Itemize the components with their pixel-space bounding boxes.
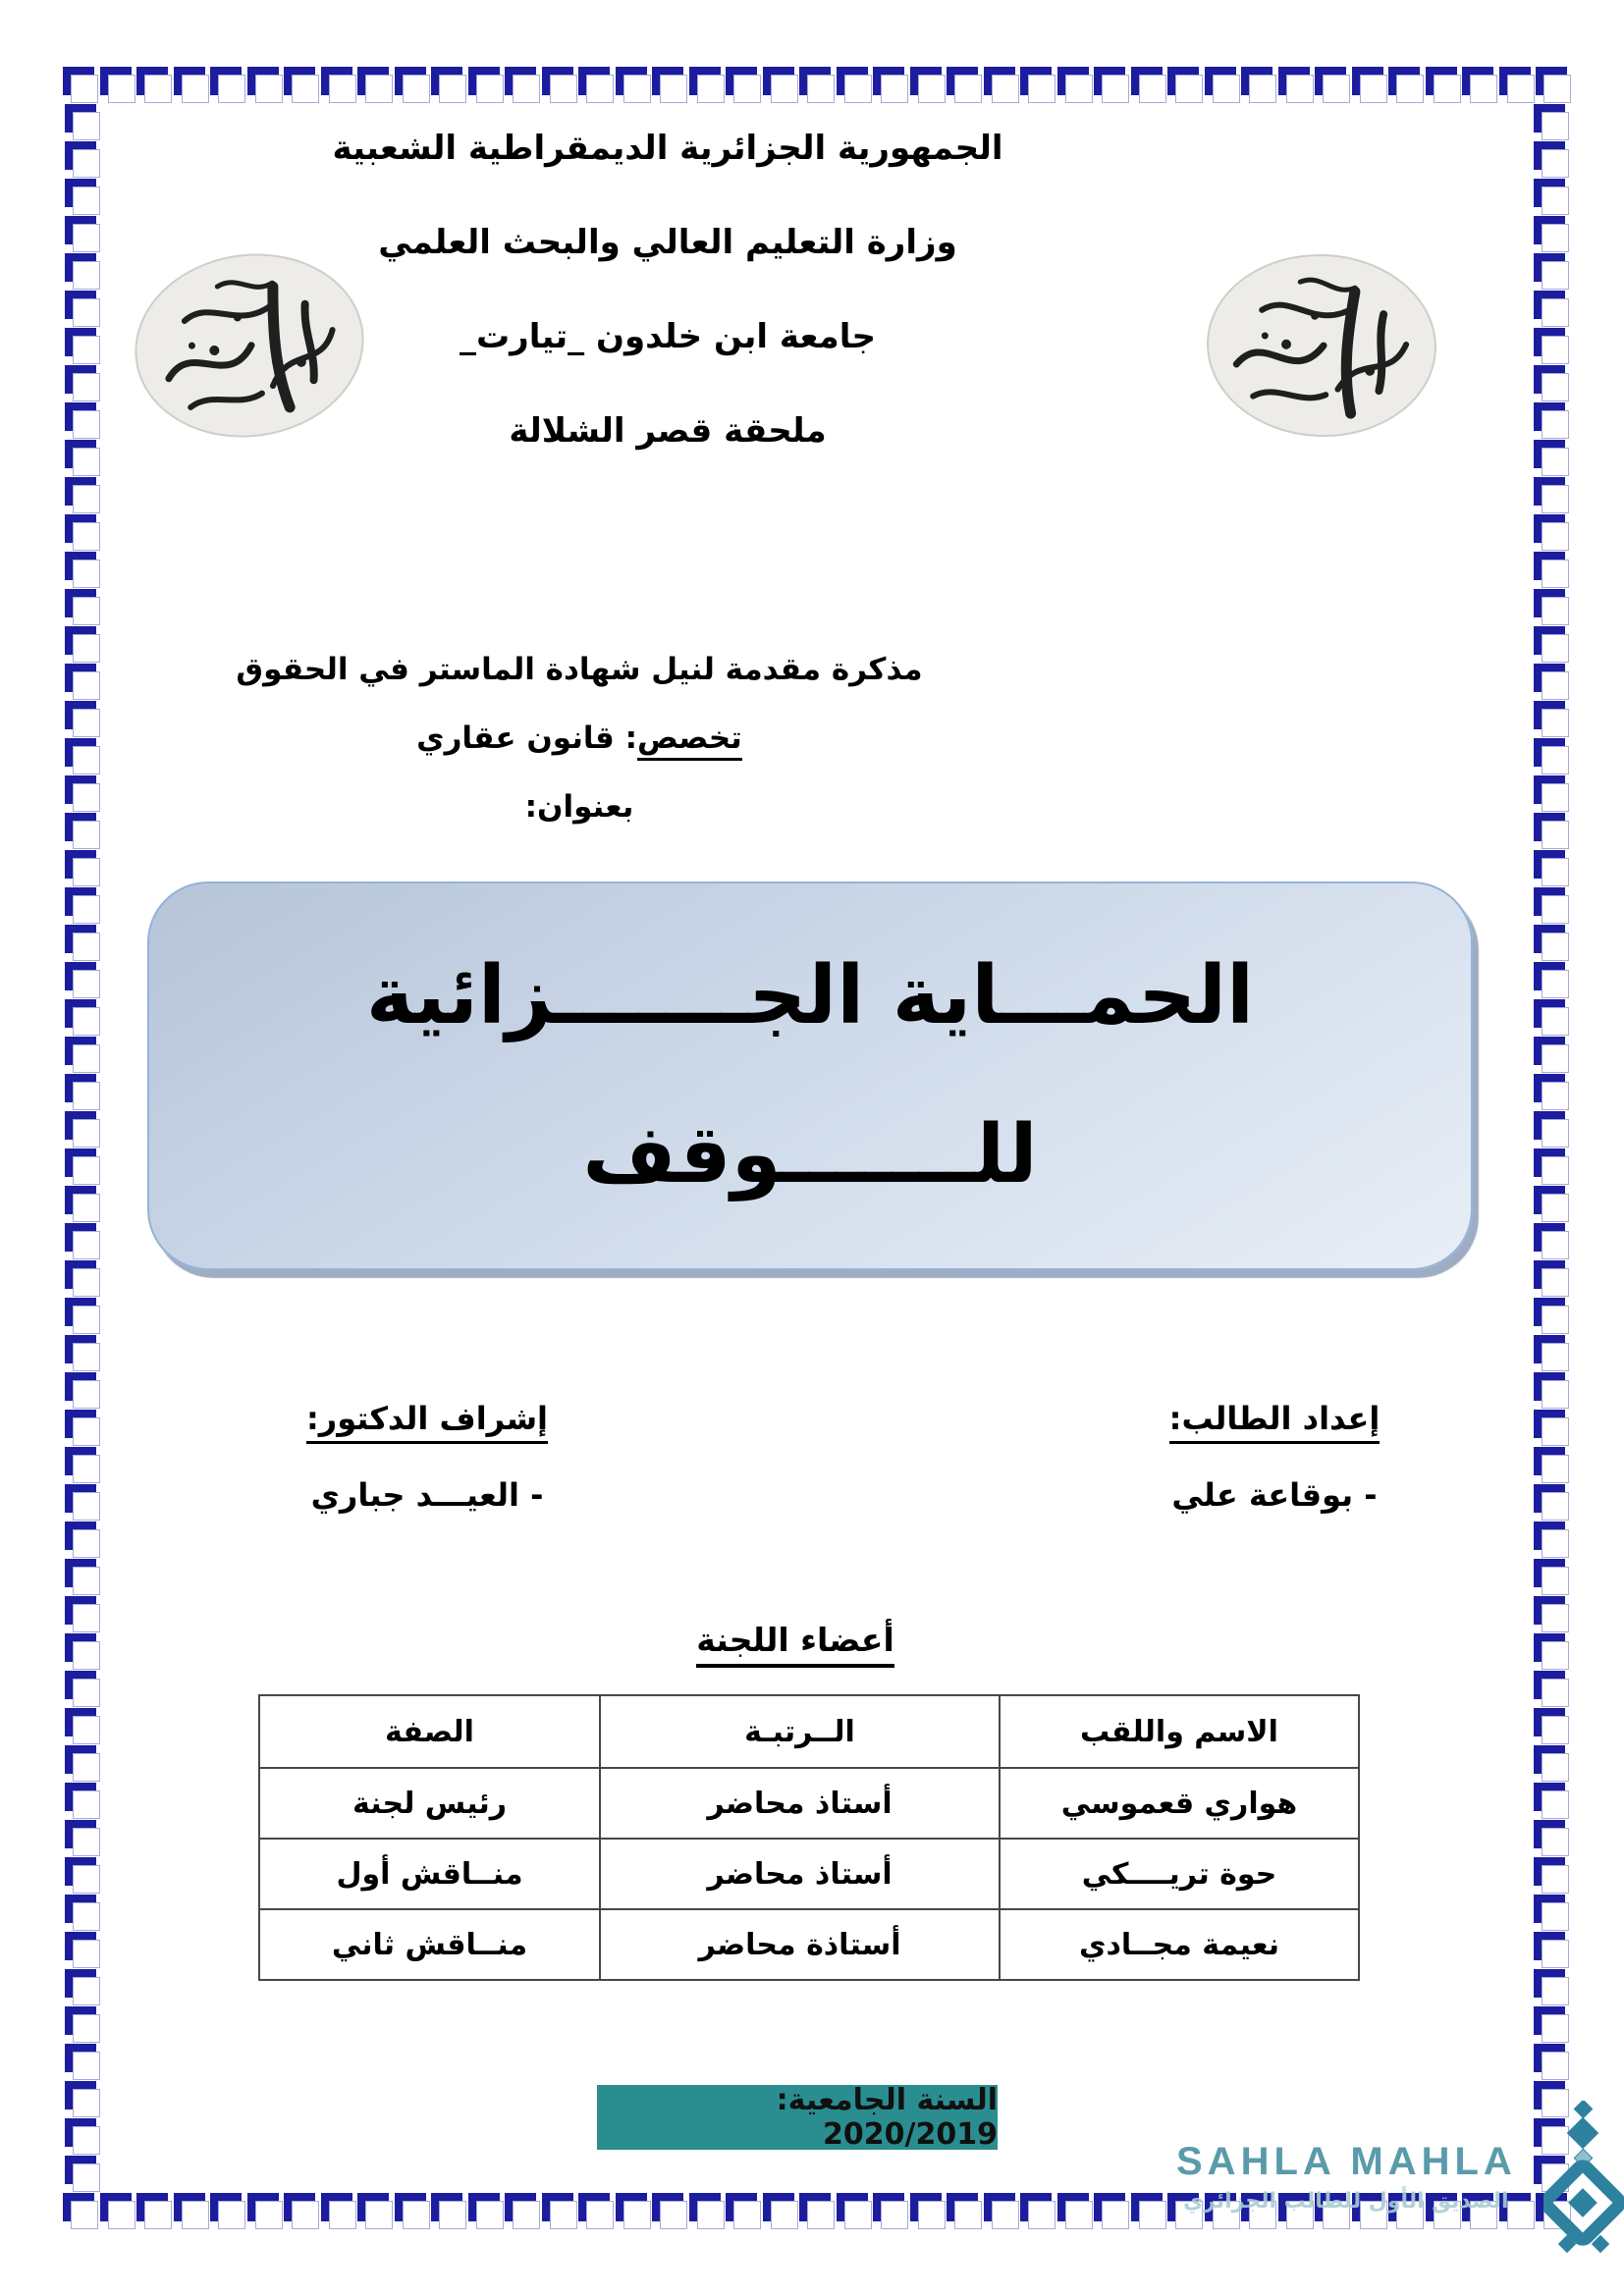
- specialty-label: تخصص: [637, 721, 742, 761]
- academic-year-text: السنة الجامعية: 2020/2019: [776, 2083, 998, 2152]
- sahla-mahla-watermark: SAHLA MAHLA: [1176, 2140, 1517, 2183]
- memoir-purpose-line: مذكرة مقدمة لنيل شهادة الماستر في الحقوق: [236, 652, 923, 687]
- ministry-line: وزارة التعليم العالي والبحث العلمي: [378, 223, 957, 262]
- supervisor-label: إشراف الدكتور:: [270, 1398, 584, 1439]
- sahla-mahla-logo-icon: [1543, 2101, 1624, 2287]
- member-name: نعيمة مجــادي: [1000, 1909, 1359, 1980]
- committee-header-row: [259, 1695, 1359, 1768]
- university-line: جامعة ابن خلدون _تيارت_: [460, 317, 876, 356]
- prepared-by-block: [1116, 1398, 1433, 1516]
- column-header-role: الصفة: [259, 1695, 600, 1768]
- titled-line: بعنوان:: [524, 789, 634, 825]
- committee-table: [258, 1694, 1360, 1981]
- specialty-value: : قانون عقاري: [416, 721, 637, 756]
- committee-heading: أعضاء اللجنة: [304, 1618, 1286, 1663]
- member-rank: أستاذ محاضر: [600, 1768, 1000, 1839]
- member-role: منــاقش ثاني: [259, 1909, 600, 1980]
- column-header-rank: الــرتبـة: [600, 1695, 1000, 1768]
- member-rank: أستاذة محاضر: [600, 1909, 1000, 1980]
- supervisor-name: - العيـــد جباري: [310, 1476, 544, 1514]
- member-role: منــاقش أول: [259, 1839, 600, 1909]
- memoir-intro: [88, 648, 1070, 828]
- annex-line: ملحقة قصر الشلالة: [509, 411, 827, 451]
- member-name: هواري قعموسي: [1000, 1768, 1359, 1839]
- thesis-title-line-2: للـــــــوقف: [582, 1108, 1038, 1201]
- table-row: [259, 1839, 1359, 1909]
- table-row: [259, 1768, 1359, 1839]
- thesis-title-line-1: الحمـــاية الجـــــــزائية: [365, 948, 1255, 1042]
- supervisor-block: [270, 1398, 584, 1516]
- page-border-left: [65, 104, 102, 2193]
- member-name: حوة تريــــكي: [1000, 1839, 1359, 1909]
- member-rank: أستاذ محاضر: [600, 1839, 1000, 1909]
- column-header-name: الاسم واللقب: [1000, 1695, 1359, 1768]
- page-border-top: [63, 67, 1575, 104]
- academic-year-banner: [597, 2085, 998, 2150]
- republic-line: الجمهورية الجزائرية الديمقراطية الشعبية: [332, 129, 1003, 168]
- student-name: - بوقاعة علي: [1171, 1476, 1378, 1514]
- table-row: [259, 1909, 1359, 1980]
- member-role: رئيس لجنة: [259, 1768, 600, 1839]
- page-border-right: [1534, 104, 1571, 2193]
- prepared-by-label: إعداد الطالب:: [1116, 1398, 1433, 1439]
- university-seal-right-logo: [1201, 247, 1443, 444]
- sahla-mahla-tagline: الصديق الأول للطالب الجزائري: [1183, 2189, 1509, 2214]
- university-seal-left-logo: [120, 236, 379, 455]
- specialty-line: [88, 717, 1070, 760]
- thesis-title-box: [147, 881, 1473, 1270]
